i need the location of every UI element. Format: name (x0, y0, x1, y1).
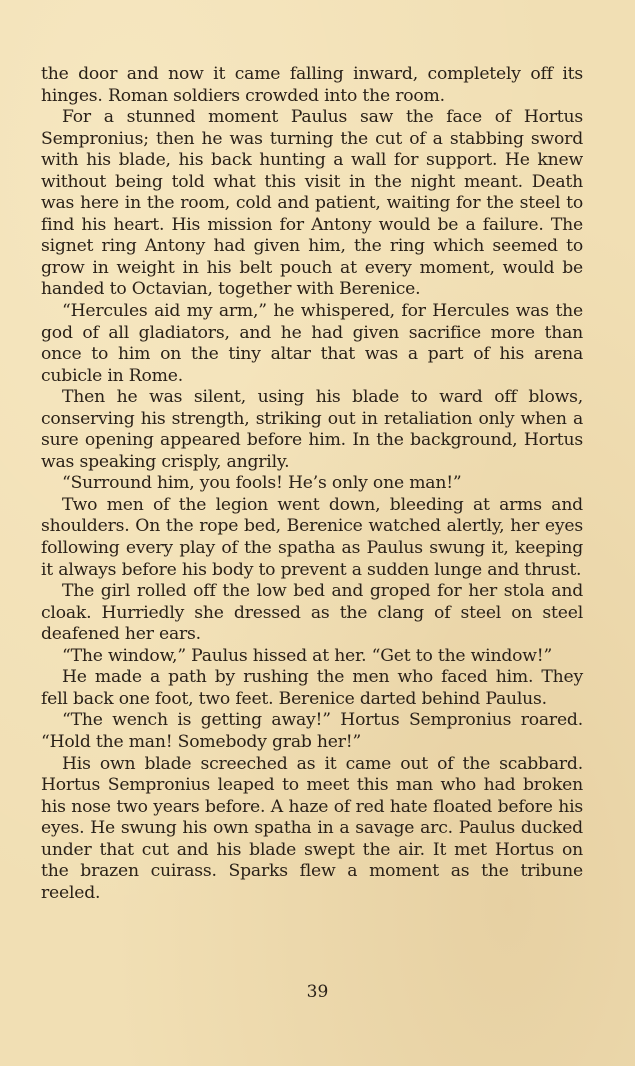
paragraph-4: Then he was silent, using his blade to ward off blows, conserving his strength, striking out in retaliation only when a sure opening appeared before him. In the background, Hortus was speaking crisply, angrily. (41, 387, 583, 472)
paragraph-10: “The wench is getting away!” Hortus Sempronius roared. “Hold the man! Somebody grab her!” (41, 710, 583, 752)
paragraph-11: His own blade screeched as it came out of the scabbard. Hortus Sempronius leaped to meet this man who had broken his nose two years before. A haze of red hate floated before his eyes. He swung his own spatha in a savage arc. Paulus ducked under that cut and his blade swept the air. It met Hortus on the brazen cuirass. Sparks flew a moment as the tribune reeled. (41, 753, 583, 903)
paragraph-5: “Surround him, you fools! He’s only one man!” (62, 473, 462, 494)
paragraph-3: “Hercules aid my arm,” he whispered, for Hercules was the god of all gladiators, and he had given sacrifice more than once to him on the tiny altar that was a part of his arena cubicle in Rome. (41, 301, 583, 386)
paragraph-1: the door and now it came falling inward, completely off its hinges. Roman soldiers crowded into the room. (41, 64, 583, 106)
paragraph-8: “The window,” Paulus hissed at her. “Get to the window!” (62, 645, 553, 666)
page-number: 39 (306, 982, 329, 1002)
paragraph-9: He made a path by rushing the men who faced him. They fell back one foot, two feet. Berenice darted behind Paulus. (41, 667, 583, 709)
paragraph-2: For a stunned moment Paulus saw the face of Hortus Sempronius; then he was turning the cut of a stabbing sword with his blade, his back hunting a wall for support. He knew without being told what this visit in the night meant. Death was here in the room, cold and patient, waiting for the steel to find his heart. His mission for Antony would be a failure. The signet ring Antony had given him, the ring which seemed to grow in weight in his belt pouch at every moment, would be handed to Octavian, together with Berenice. (41, 107, 583, 300)
body-text (41, 64, 583, 904)
paragraph-7: The girl rolled off the low bed and groped for her stola and cloak. Hurriedly she dressed as the clang of steel on steel deafened her ears. (41, 581, 583, 645)
paragraph-6: Two men of the legion went down, bleeding at arms and shoulders. On the rope bed, Berenice watched alertly, her eyes following every play of the spatha as Paulus swung it, keeping it always before his body to prevent a sudden lunge and thrust. (41, 494, 583, 580)
